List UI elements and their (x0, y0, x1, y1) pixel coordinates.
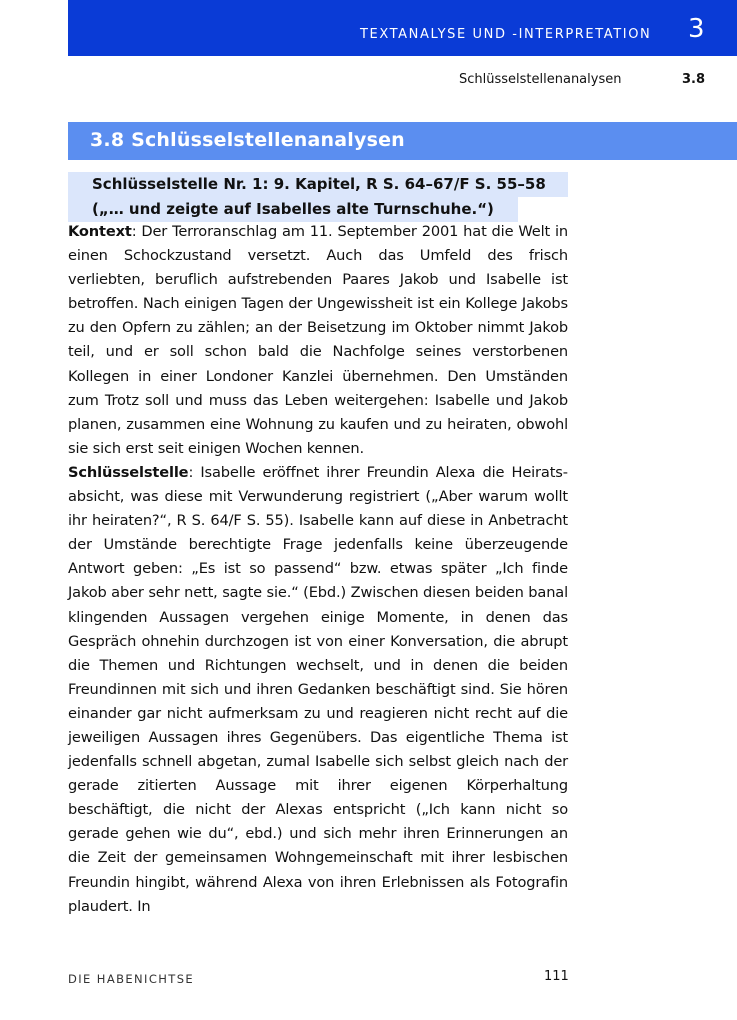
key-passage-line-2: („… und zeigte auf Isabelles alte Turnschuhe.“) (68, 197, 518, 222)
section-title: 3.8 Schlüsselstellenanalysen (90, 129, 405, 151)
running-section-title: Schlüsselstellenanalysen (459, 72, 622, 87)
running-section-number: 3.8 (682, 72, 706, 87)
chapter-number: 3 (688, 14, 705, 44)
body-text (68, 220, 568, 919)
chapter-title: TEXTANALYSE UND -INTERPRETATION (360, 27, 652, 42)
section-heading-band (68, 122, 737, 160)
kontext-label: Kontext (68, 223, 132, 240)
key-passage-heading (68, 172, 568, 222)
footer-page-number: 111 (544, 969, 569, 984)
paragraph-kontext (68, 220, 568, 461)
schluesselstelle-text: : Isabelle eröffnet ihrer Freundin Alexa die Heiratsabsicht, was diese mit Verwunderung registriert („Aber warum wollt ihr heiraten?“, R S. 64/F S. 55). Isabelle kann auf diese in Anbetracht der Umstände berechtigte Frage jedenfalls keine überzeugende Antwort geben: „Es ist so passend“ bzw. etwas später „Ich finde Jakob aber sehr nett, sagte sie.“ (Ebd.) Zwischen diesen beiden banal klingenden Aussagen vergehen einige Momente, in denen das Gespräch ohnehin durchzogen ist von einer Konversation, die abrupt die Themen und Richtungen wechselt, und in denen die beiden Freundinnen mit sich und ihren Gedanken beschäftigt sind. Sie hören einander gar nicht aufmerksam zu und reagieren nicht recht auf die jeweiligen Aussagen ihres Gegenübers. Das eigentliche Thema ist jedenfalls schnell abgetan, zumal Isabelle sich selbst gleich nach der gerade zitierten Aussage mit ihrer eigenen Körperhaltung beschäftigt, die nicht der Alexas entspricht („Ich kann nicht so gerade gehen wie du“, ebd.) und sich mehr ihren Erinnerungen an die Zeit der gemeinsamen Wohngemeinschaft mit ihrer lesbischen Freundin hingibt, während Alexa von ihren Erlebnissen als Fotografin plaudert. In (68, 463, 568, 915)
footer-book-title: DIE HABENICHTSE (68, 972, 195, 986)
paragraph-schluesselstelle (68, 461, 568, 919)
schluesselstelle-label: Schlüsselstelle (68, 463, 189, 481)
chapter-header-band (68, 0, 737, 56)
key-passage-line-1: Schlüsselstelle Nr. 1: 9. Kapitel, R S. 64–67/F S. 55–58 (68, 172, 568, 197)
kontext-text: : Der Terroranschlag am 11. September 2001 hat die Welt in einen Schockzustand versetzt. Auch das Umfeld des frisch verliebten, beruflich aufstrebenden Paares Jakob und Isabelle ist betroffen. Nach einigen Tagen der Ungewissheit ist ein Kollege Jakobs zu den Opfern zu zählen; an der Beisetzung im Oktober nimmt Jakob teil, und er soll schon bald die Nachfolge seines verstorbenen Kollegen in einer Londoner Kanzlei übernehmen. Den Umständen zum Trotz soll und muss das Leben weitergehen: Isabelle und Jakob planen, zusammen eine Wohnung zu kaufen und zu heiraten, obwohl sie sich erst seit einigen Wochen kennen. (68, 223, 568, 457)
